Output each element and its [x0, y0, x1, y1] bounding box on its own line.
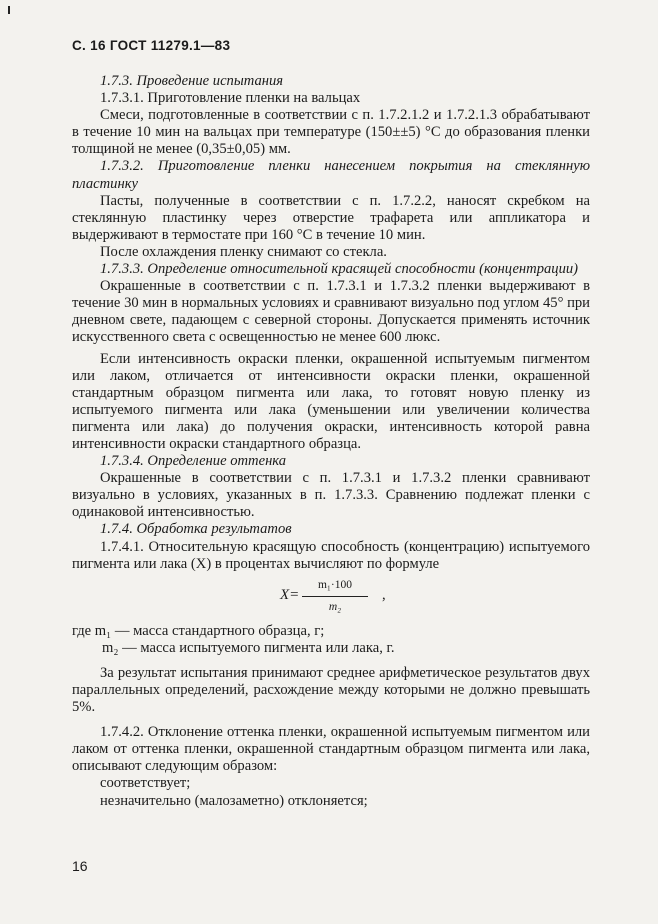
- list-item: незначительно (малозаметно) отклоняется;: [100, 792, 368, 809]
- section-heading: 1.7.3. Проведение испытания: [100, 73, 284, 89]
- paragraph: 1.7.4.1. Относительную красящую способность (концентрацию) испытуемого пигмента или лака (X) в процентах вычисляют по формуле: [72, 538, 590, 572]
- list-item: соответствует;: [100, 775, 191, 792]
- subsection-heading: 1.7.3.3. Определение относительной красящей способности (концентрации): [100, 261, 579, 278]
- paragraph: Окрашенные в соответствии с п. 1.7.3.1 и 1.7.3.2 пленки сравнивают визуально в условиях, указанных в п. 1.7.3.3. Сравнению подлежат пленки с одинаковой интенсивностью.: [72, 470, 590, 521]
- definition: где m₁ — масса стандартного образца, г;: [72, 622, 325, 639]
- subsection-heading: 1.7.3.4. Определение оттенка: [100, 453, 287, 470]
- section-heading: 1.7.4. Обработка результатов: [100, 521, 292, 538]
- body-text: [72, 73, 590, 810]
- paragraph: После охлаждения пленку снимают со стекла.: [100, 243, 387, 260]
- subsection-heading: 1.7.3.2. Приготовление пленки нанесением покрытия на стеклянную пластинку: [72, 158, 590, 192]
- paragraph: За результат испытания принимают среднее арифметическое результатов двух параллельных определений, расхождение между которыми не должно превышать 5%.: [72, 664, 590, 716]
- paragraph: 1.7.4.2. Отклонение оттенка пленки, окрашенной испытуемым пигментом или лаком от оттенка пленки, окрашенной стандартным образцом пигмента или лака, описывают следующим образом:: [72, 724, 590, 775]
- page-number: 16: [72, 858, 88, 874]
- paragraph: Смеси, подготовленные в соответствии с п. 1.7.2.1.2 и 1.7.2.1.3 обрабатывают в течение 10 мин на вальцах при температуре (150±±5) °С до образования пленки толщиной не менее (0,35±0,05) мм.: [72, 107, 590, 158]
- formula-lhs: X=: [280, 586, 300, 603]
- formula: [72, 577, 590, 619]
- subsection-heading: 1.7.3.1. Приготовление пленки на вальцах: [100, 90, 361, 107]
- formula-fraction: [302, 577, 368, 616]
- scan-speck: [8, 6, 10, 14]
- paragraph: Пасты, полученные в соответствии с п. 1.7.2.2, наносят скребком на стеклянную пластинку через отверстие трафарета или аппликатора и выдерживают в термостате при 160 °С в течение 10 мин.: [72, 192, 590, 243]
- page-header: С. 16 ГОСТ 11279.1—83: [72, 38, 231, 53]
- definition: m₂ — масса испытуемого пигмента или лака, г.: [102, 639, 395, 656]
- formula-comma: ,: [382, 586, 386, 603]
- paragraph: Если интенсивность окраски пленки, окрашенной испытуемым пигментом или лаком, отличается от интенсивности окраски пленки, окрашенной стандартным образцом пигмента или лака, то готовят новую пленку из испытуемого пигмента или лака (уменьшении или увеличении количества пигмента или лака) до получения окраски, интенсивность которой равна интенсивности окраски стандартного образца.: [72, 350, 590, 452]
- formula-numerator: m₁·100: [302, 577, 368, 597]
- paragraph: Окрашенные в соответствии с п. 1.7.3.1 и 1.7.3.2 пленки выдерживают в течение 30 мин в нормальных условиях и сравнивают визуально под углом 45° при дневном свете, падающем с северной стороны. Допускается применять источник искусственного света с освещенностью не менее 600 люкс.: [72, 278, 590, 346]
- formula-denominator: m₂: [328, 600, 342, 613]
